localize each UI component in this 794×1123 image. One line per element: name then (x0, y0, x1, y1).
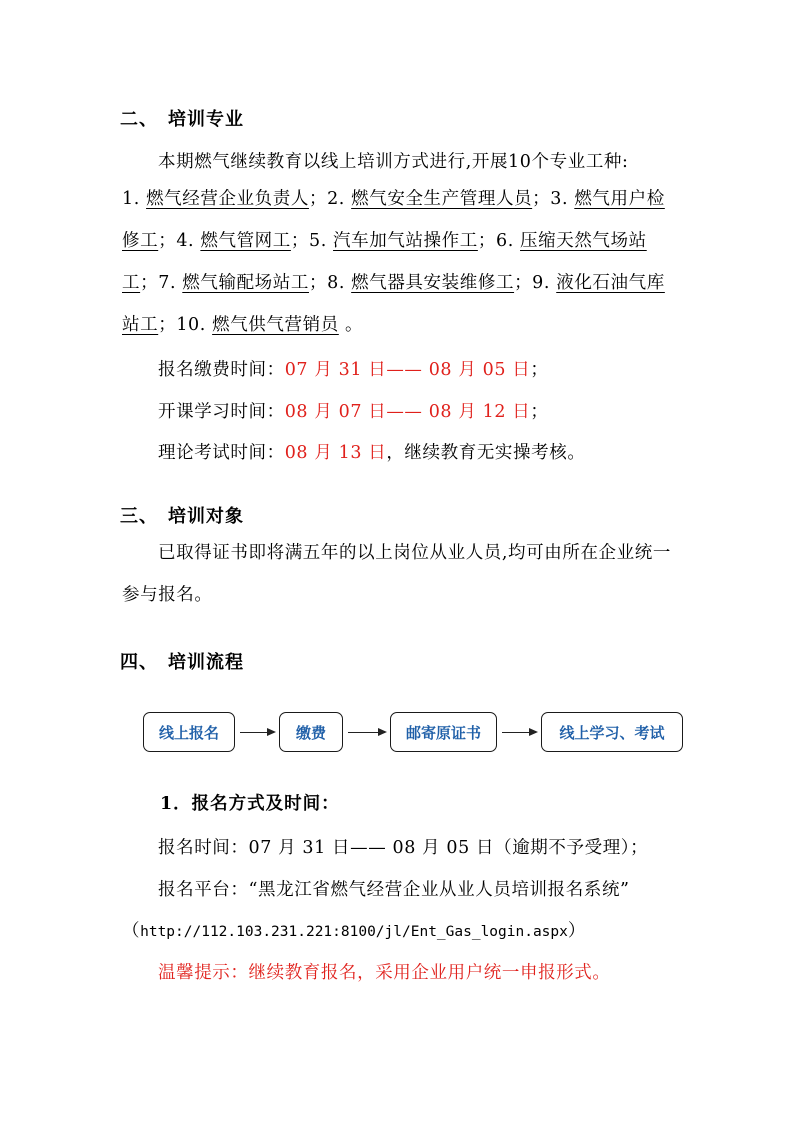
section-number: 二、 (120, 109, 158, 130)
course-number: 1. (122, 189, 147, 209)
course-separator: 。 (338, 315, 364, 335)
schedule-label: 开课学习时间： (158, 402, 285, 422)
registration-subheading: 1．报名方式及时间： (160, 794, 340, 814)
course-number: 5. (308, 231, 334, 251)
course-name: 液化石油气库站工 (122, 273, 665, 335)
course-name: 燃气供气营销员 (212, 315, 339, 335)
registration-time-label: 报名时间： (158, 838, 249, 858)
course-number: 6. (495, 231, 521, 251)
schedule-suffix: ； (530, 360, 549, 380)
course-separator: ； (514, 273, 533, 293)
flow-arrow (240, 732, 274, 733)
course-name: 燃气安全生产管理人员 (351, 189, 533, 209)
schedule-label: 报名缴费时间： (158, 360, 285, 380)
schedule-date: 08 月 13 日 (284, 443, 387, 463)
course-separator: ； (158, 315, 177, 335)
registration-time-value: 07 月 31 日—— 08 月 05 日（逾期不予受理）； (248, 838, 649, 858)
course-item (327, 189, 550, 209)
course-item (327, 273, 532, 293)
url-open-paren: （ (122, 921, 141, 941)
flow-step-online-registration: 线上报名 (143, 712, 235, 752)
schedule-suffix: ，继续教育无实操考核。 (386, 443, 586, 463)
course-separator: ； (290, 231, 309, 251)
course-separator: ； (532, 189, 551, 209)
course-number: 4. (176, 231, 201, 251)
course-name: 燃气用户检修工 (122, 189, 665, 251)
registration-platform-label: 报名平台： (158, 880, 249, 900)
registration-url-line (122, 917, 586, 942)
section-title: 培训专业 (168, 109, 244, 130)
course-number: 10. (176, 315, 213, 335)
section-title: 培训对象 (168, 506, 244, 527)
flow-step-payment: 缴费 (279, 712, 343, 752)
course-number: 3. (550, 189, 575, 209)
registration-time (158, 834, 648, 859)
targets-paragraph: 已取得证书即将满五年的以上岗位从业人员,均可由所在企业统一参与报名。 (122, 543, 671, 605)
section-heading-training-targets (120, 502, 244, 528)
process-flowchart (0, 712, 794, 756)
schedule-course-start (158, 398, 548, 423)
section-heading-training-process (120, 648, 244, 674)
course-name: 汽车加气站操作工 (333, 231, 478, 251)
course-number: 2. (327, 189, 352, 209)
course-number: 8. (327, 273, 352, 293)
registration-platform-name: “黑龙江省燃气经营企业从业人员培训报名系统” (248, 880, 630, 900)
course-item (309, 231, 496, 251)
schedule-exam (158, 439, 585, 464)
section-title: 培训流程 (168, 652, 244, 673)
course-separator: ； (477, 231, 496, 251)
section-number: 三、 (120, 506, 158, 527)
section-heading-training-majors (120, 105, 244, 131)
warm-tip: 温馨提示：继续教育报名，采用企业用户统一申报形式。 (158, 963, 611, 983)
course-item (176, 315, 363, 335)
course-name: 燃气器具安装维修工 (351, 273, 515, 293)
intro-text: 本期燃气继续教育以线上培训方式进行,开展10个专业工种: (158, 152, 629, 172)
course-number: 7. (158, 273, 183, 293)
registration-url-link[interactable]: http://112.103.231.221:8100/jl/Ent_Gas_login.aspx (140, 924, 568, 940)
course-name: 燃气输配场站工 (182, 273, 309, 293)
schedule-suffix: ； (530, 402, 549, 422)
course-separator: ； (140, 273, 159, 293)
course-list-paragraph (122, 178, 682, 346)
registration-platform (158, 876, 630, 901)
section-number: 四、 (120, 652, 158, 673)
flow-step-online-study-exam: 线上学习、考试 (541, 712, 683, 752)
course-number: 9. (532, 273, 557, 293)
flow-arrow (502, 732, 536, 733)
course-name: 压缩天然气场站工 (122, 231, 647, 293)
flow-step-mail-certificate: 邮寄原证书 (390, 712, 497, 752)
course-separator: ； (308, 273, 328, 293)
course-item (176, 231, 309, 251)
schedule-label: 理论考试时间： (158, 443, 285, 463)
schedule-date: 07 月 31 日—— 08 月 05 日 (284, 360, 531, 380)
course-item (122, 189, 327, 209)
url-close-paren: ） (567, 921, 586, 941)
course-item (158, 273, 327, 293)
course-name: 燃气经营企业负责人 (146, 189, 309, 209)
flow-arrow (348, 732, 385, 733)
course-separator: ； (158, 231, 177, 251)
course-name: 燃气管网工 (200, 231, 291, 251)
schedule-date: 08 月 07 日—— 08 月 12 日 (284, 402, 531, 422)
schedule-registration (158, 356, 548, 381)
course-separator: ； (308, 189, 328, 209)
